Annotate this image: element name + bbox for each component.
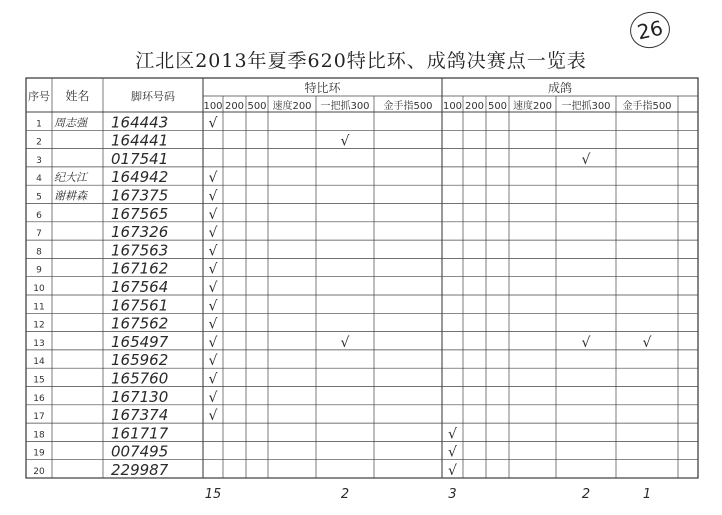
- column-total: 2: [581, 487, 591, 502]
- row-seq: 16: [33, 393, 45, 404]
- row-seq: 12: [33, 320, 45, 331]
- row-seq: 5: [36, 192, 42, 203]
- check-mark: √: [208, 334, 218, 351]
- header-seq: 序号: [28, 90, 50, 103]
- row-seq: 6: [36, 210, 42, 221]
- check-mark: √: [208, 261, 218, 278]
- row-seq: 20: [33, 467, 45, 477]
- check-mark: √: [208, 225, 218, 242]
- row-ring-number: 167561: [111, 296, 169, 315]
- row-ring-number: 167565: [111, 204, 169, 223]
- check-mark: √: [448, 444, 457, 461]
- row-ring-number: 164441: [111, 131, 169, 150]
- check-mark: √: [208, 408, 218, 425]
- row-ring-number: 165962: [111, 351, 169, 370]
- row-seq: 17: [33, 412, 45, 423]
- check-mark: √: [208, 280, 218, 296]
- column-total: 1: [642, 487, 652, 502]
- row-ring-number: 167375: [111, 186, 169, 205]
- header-sub-pigeon-1: 200: [464, 101, 485, 112]
- row-seq: 8: [36, 247, 42, 258]
- check-mark: √: [581, 151, 591, 168]
- row-seq: 7: [36, 229, 42, 240]
- check-mark: √: [208, 170, 218, 187]
- check-mark: √: [340, 133, 350, 150]
- row-seq: 9: [36, 265, 42, 276]
- header-sub-pigeon-5: 金手指500: [622, 101, 672, 112]
- document-title: 江北区2013年夏季620特比环、成鸽决赛点一览表: [135, 50, 587, 72]
- check-mark: √: [448, 426, 457, 443]
- row-seq: 14: [33, 357, 45, 368]
- row-ring-number: 167563: [111, 241, 169, 260]
- header-group-special-ring: 特比环: [304, 81, 341, 95]
- header-ring: 脚环号码: [131, 90, 175, 103]
- row-ring-number: 167326: [111, 223, 169, 242]
- header-sub-ring-3: 速度200: [272, 101, 312, 112]
- row-ring-number: 164443: [111, 113, 169, 132]
- check-mark: √: [208, 206, 218, 223]
- row-seq: 19: [33, 448, 45, 459]
- row-seq: 15: [33, 375, 45, 386]
- check-mark: √: [208, 115, 218, 132]
- row-ring-number: 167564: [111, 278, 169, 296]
- header-sub-ring-4: 一把抓300: [320, 101, 370, 112]
- header-group-adult-pigeon: 成鸽: [547, 81, 573, 95]
- check-mark: √: [448, 463, 457, 479]
- row-seq: 2: [36, 137, 42, 148]
- row-ring-number: 007495: [111, 442, 169, 461]
- check-mark: √: [581, 334, 591, 351]
- row-ring-number: 164942: [111, 168, 169, 187]
- column-total: 15: [204, 487, 222, 502]
- header-sub-ring-5: 金手指500: [383, 101, 433, 112]
- row-name: 谢耕森: [54, 189, 87, 203]
- header-sub-pigeon-0: 100: [442, 101, 463, 112]
- header-sub-pigeon-4: 一把抓300: [561, 101, 611, 112]
- header-sub-ring-0: 100: [203, 101, 223, 112]
- header-sub-pigeon-2: 500: [487, 101, 508, 112]
- row-seq: 11: [33, 302, 45, 313]
- page-number-mark: 26: [627, 8, 674, 52]
- check-mark: √: [208, 316, 218, 333]
- row-ring-number: 165760: [111, 369, 169, 388]
- row-seq: 3: [36, 155, 42, 166]
- column-total: 3: [448, 487, 457, 502]
- row-ring-number: 017541: [111, 149, 169, 168]
- row-seq: 18: [33, 430, 45, 441]
- row-ring-number: 229987: [111, 461, 169, 479]
- check-mark: √: [208, 371, 218, 388]
- row-seq: 1: [36, 119, 42, 130]
- row-name: 周志强: [54, 116, 87, 130]
- row-ring-number: 167130: [111, 387, 169, 406]
- check-mark: √: [208, 298, 218, 315]
- header-name: 姓名: [65, 89, 90, 103]
- row-seq: 4: [36, 174, 42, 185]
- check-mark: √: [208, 188, 218, 205]
- row-ring-number: 167162: [111, 259, 169, 278]
- header-sub-pigeon-3: 速度200: [512, 101, 553, 112]
- row-ring-number: 161717: [111, 424, 169, 443]
- row-ring-number: 167562: [111, 314, 169, 333]
- column-total: 2: [340, 487, 350, 502]
- check-mark: √: [208, 353, 218, 370]
- check-mark: √: [208, 243, 218, 260]
- row-ring-number: 165497: [111, 332, 169, 351]
- header-sub-ring-2: 500: [247, 101, 267, 112]
- header-sub-ring-1: 200: [224, 101, 245, 112]
- check-mark: √: [208, 389, 218, 406]
- check-mark: √: [642, 334, 652, 351]
- row-ring-number: 167374: [111, 406, 169, 425]
- check-mark: √: [340, 334, 350, 351]
- row-seq: 13: [33, 338, 45, 349]
- row-seq: 10: [33, 284, 45, 294]
- row-name: 纪大江: [54, 171, 87, 185]
